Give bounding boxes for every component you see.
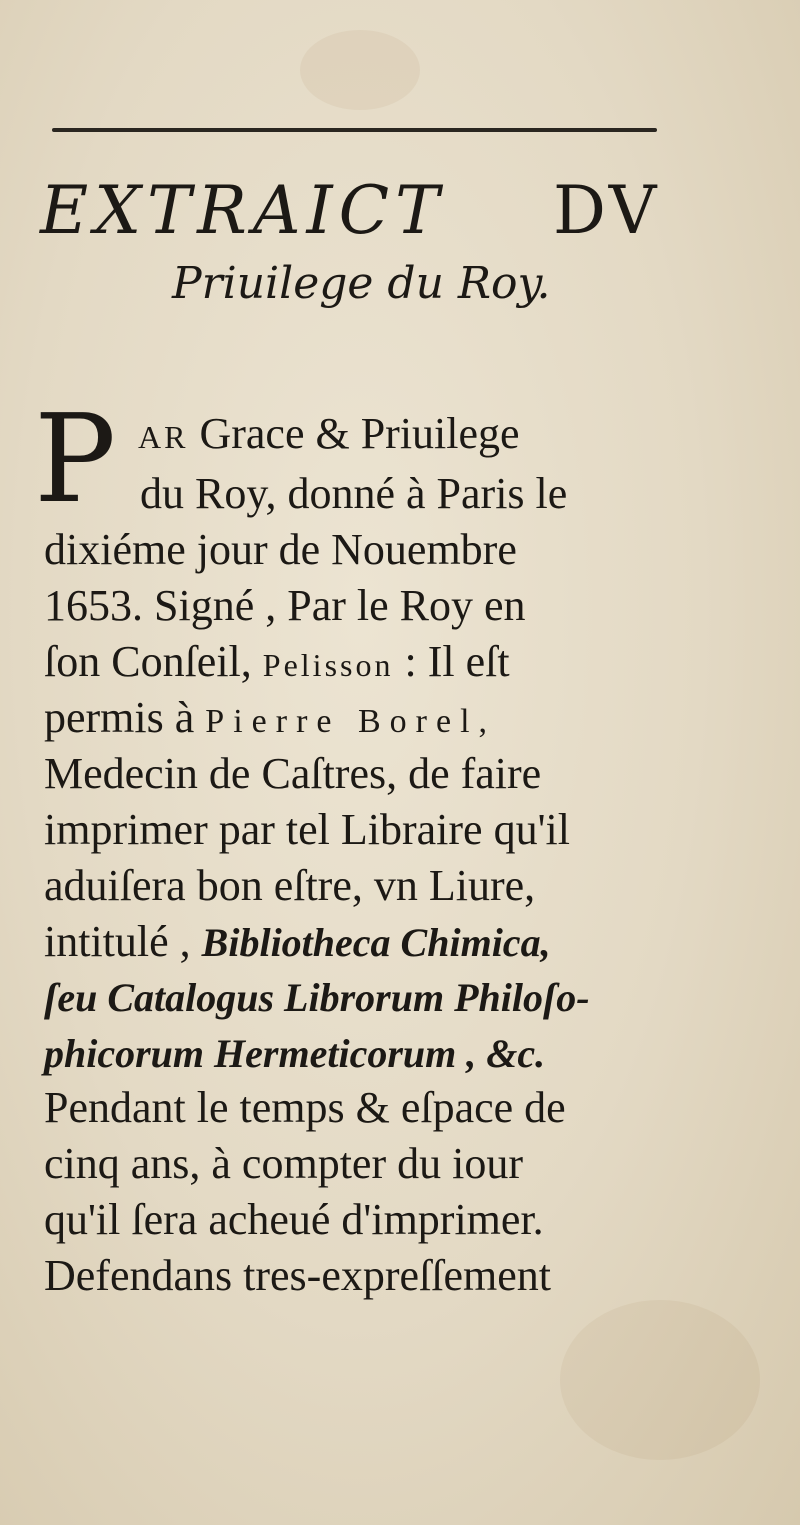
text-line: Medecin de Caſtres, de faire (44, 749, 542, 798)
small-caps-text: Pierre Borel, (205, 703, 497, 740)
line-text: : Il eſt (404, 637, 510, 686)
text-line: imprimer par tel Libraire qu'il (44, 805, 570, 854)
italic-title-text: Bibliotheca Chimica, (201, 920, 551, 965)
small-caps-text: AR (138, 419, 189, 455)
text-line (44, 637, 510, 686)
text-line: 1653. Signé , Par le Roy en (44, 581, 526, 630)
text-line (44, 917, 551, 966)
text-line: qu'il ſera acheué d'imprimer. (44, 1195, 544, 1244)
text-line: Defendans tres-expreſſement (44, 1251, 551, 1300)
page-subtitle: Priuilege du Roy. (172, 258, 551, 309)
text-line: Pendant le temps & eſpace de (44, 1083, 566, 1132)
title-word-du: DV (553, 172, 661, 249)
text-line: du Roy, donné à Paris le (140, 469, 568, 518)
text-line (44, 693, 497, 742)
text-line (138, 409, 520, 458)
text-line: dixiéme jour de Nouembre (44, 525, 517, 574)
line-text: ſon Conſeil, (44, 637, 252, 686)
title-word-extraict: EXTRAICT (40, 172, 446, 249)
text-line: aduiſera bon eſtre, vn Liure, (44, 861, 536, 910)
text-line: phicorum Hermeticorum , &c. (44, 1031, 546, 1076)
line-text: intitulé , (44, 917, 191, 966)
small-caps-text: Pelisson (262, 647, 394, 683)
line-text: Grace & Priuilege (199, 409, 520, 458)
text-line: ſeu Catalogus Librorum Philoſo- (44, 975, 590, 1020)
drop-cap: P (34, 388, 117, 530)
text-line: cinq ans, à compter du iour (44, 1139, 523, 1188)
line-text: permis à (44, 693, 195, 742)
